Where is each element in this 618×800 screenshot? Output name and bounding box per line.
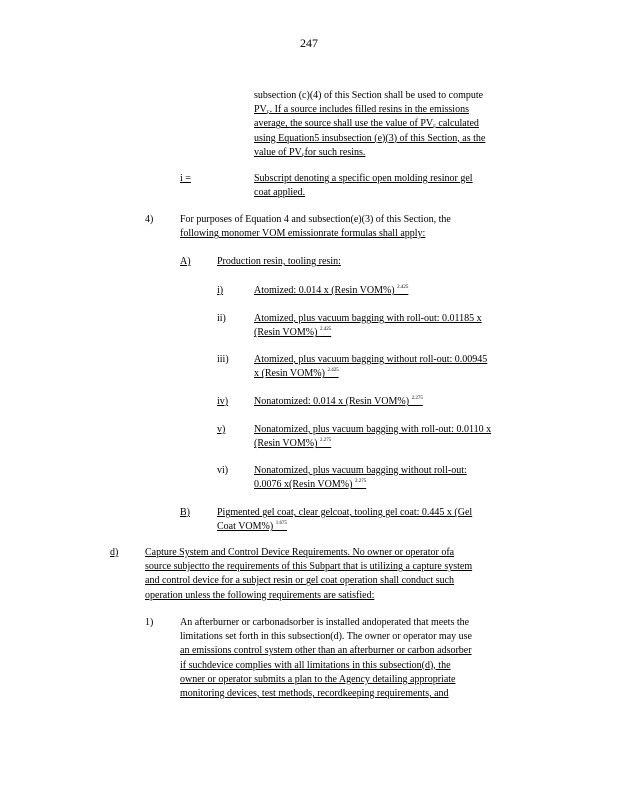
subitem-vi-text: Nonatomized, plus vacuum bagging without roll-out: 0.0076 x(Resin VOM%) $^{2.275}$ <box>254 465 467 491</box>
subitem-iv-label: iv) <box>217 396 229 407</box>
subitem-vi-label: vi) <box>217 465 229 476</box>
continuation-line-3: average, the source shall use the value of $PV_F$ calculated <box>254 118 479 131</box>
subitem-iii-label: iii) <box>217 354 229 365</box>
continuation-paragraph <box>254 89 554 160</box>
item-1-label: 1) <box>145 617 154 628</box>
subitem-ii-text: Atomized, plus vacuum bagging with roll-out: 0.01185 x (Resin VOM%) $^{2.425}$ <box>254 313 482 339</box>
item-a-label: A) <box>180 256 191 267</box>
continuation-line-5: value of $PV_Ffor$ such resins. <box>254 146 366 159</box>
subitem-v-label: v) <box>217 424 226 435</box>
subitem-i-text: Atomized: 0.014 x (Resin VOM%) $^{2.425}$ <box>254 285 409 296</box>
item-b-label: B) <box>180 507 190 518</box>
subitem-v-text: Nonatomized, plus vacuum bagging with roll-out: 0.0110 x (Resin VOM%) $^{2.275}$ <box>254 424 492 450</box>
section-d-label: d) <box>110 547 119 558</box>
continuation-line-2: $PV_F$. If a source includes filled resins in the emissions <box>254 104 469 117</box>
subitem-ii-label: ii) <box>217 313 226 324</box>
page-number: 247 <box>300 36 318 50</box>
subitem-iv-text: Nonatomized: 0.014 x (Resin VOM%) $^{2.275}$ <box>254 396 423 407</box>
item-1-text: An afterburner or carbonadsorber is installed andoperated that meets the limitations set forth in this subsection(d). The owner or operator may use an emissions control system other than an afterburner or carbon adsorber if suchdevice complies with all limitations in this subsection(d), the owner or operator submits a plan to the Agency detailing appropriate monitoring devices, test methods, recordkeeping requirements, and <box>180 617 472 700</box>
continuation-line-4: using Equation5 insubsection (e)(3) of this Section, as the <box>254 132 486 144</box>
item-4-text: For purposes of Equation 4 and subsection(e)(3) of this Section, the following monomer VOM emissionrate formulas shall apply: <box>180 214 451 240</box>
definition-term: i = <box>180 173 191 184</box>
subitem-i-label: i) <box>217 285 224 296</box>
item-4-label: 4) <box>145 214 154 225</box>
definition-text: Subscript denoting a specific open molding resinor gel coat applied. <box>254 173 473 199</box>
item-b-text: Pigmented gel coat, clear gelcoat, tooling gel coat: 0.445 x (Gel Coat VOM%) $^{1.675}$ <box>217 507 473 533</box>
subitem-iii-text: Atomized, plus vacuum bagging without roll-out: 0.00945 x (Resin VOM%) $^{2.425}$ <box>254 354 488 380</box>
continuation-line-1: subsection (c)(4) of this Section shall be used to compute <box>254 90 484 101</box>
section-d-text: Capture System and Control Device Requirements. No owner or operator ofa source subjectto the requirements of this Subpart that is utilizing a capture system and control device for a subject resin or gel coat operation shall conduct such operation unless the following requirements are satisfied: <box>145 547 473 601</box>
item-a-text: Production resin, tooling resin: <box>217 256 341 267</box>
